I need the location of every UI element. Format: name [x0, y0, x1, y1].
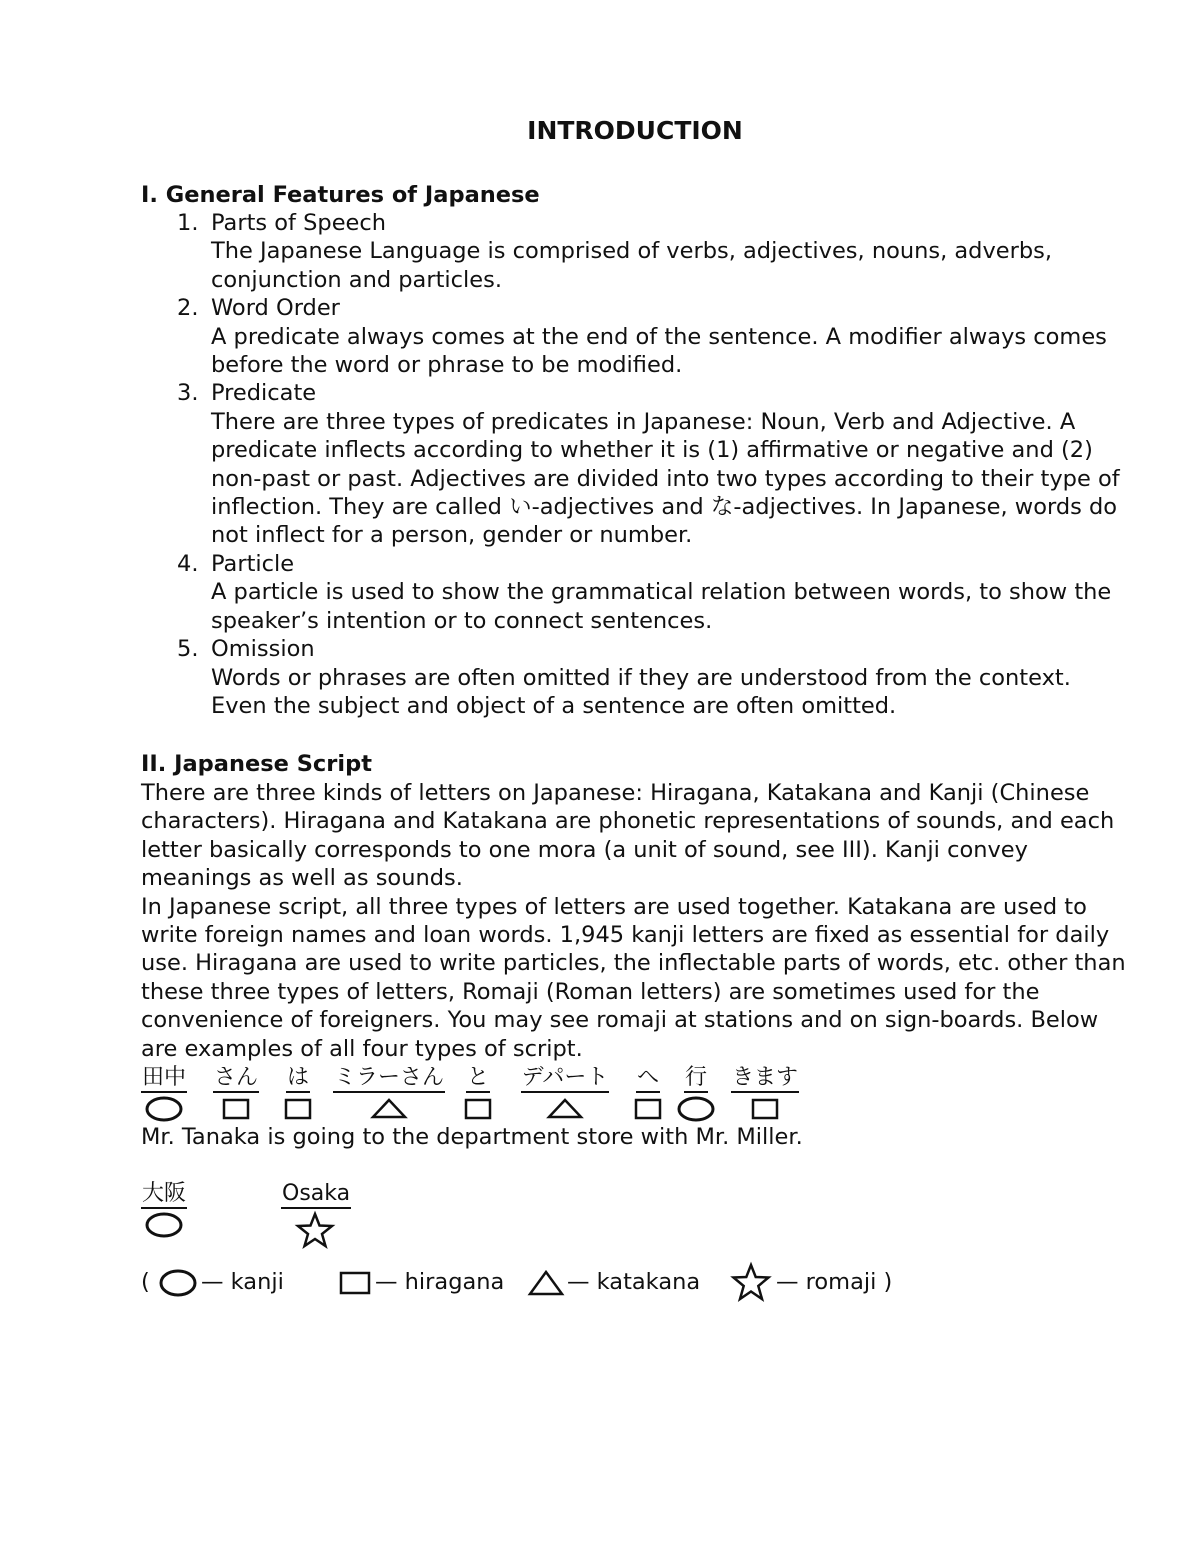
item-number: 5. — [177, 636, 199, 663]
star-icon — [296, 1212, 334, 1248]
script-legend — [141, 1265, 1041, 1301]
item-heading: Omission — [211, 636, 315, 663]
item-text — [211, 408, 1131, 550]
item-text: A particle is used to show the grammatical relation between words, to show the speaker’s intention or to connect sentences. — [211, 579, 1112, 634]
triangle-icon — [528, 1269, 564, 1297]
square-icon — [339, 1271, 371, 1295]
circle-icon — [145, 1212, 183, 1238]
word-text: さん — [213, 1065, 259, 1093]
word-text: 田中 — [141, 1065, 187, 1093]
word-text: ミラーさん — [333, 1065, 445, 1093]
word-text: きます — [731, 1065, 799, 1093]
paragraph: There are three kinds of letters on Japanese: Hiragana, Katakana and Kanji (Chinese characters). Hiragana and Katakana are phonetic representations of sounds, and each letter basically corresponds to one mora (a unit of sound, see III). Kanji convey meanings as well as sounds. — [141, 780, 1115, 892]
example-word — [329, 1063, 449, 1120]
circle-icon — [145, 1096, 183, 1122]
square-icon — [634, 1096, 662, 1120]
example-word — [517, 1063, 613, 1120]
square-icon — [222, 1096, 250, 1120]
item-text-part: -adjectives and — [531, 494, 711, 521]
section-heading-general-features: I. General Features of Japanese — [141, 182, 540, 208]
item-text: The Japanese Language is comprised of verbs, adjectives, nouns, adverbs, conjunction and particles. — [211, 238, 1053, 293]
triangle-icon — [371, 1096, 407, 1120]
word-text: は — [286, 1065, 310, 1093]
example-word — [461, 1063, 495, 1120]
example-osaka — [141, 1179, 541, 1249]
square-icon — [464, 1096, 492, 1120]
paragraph: In Japanese script, all three types of letters are used together. Katakana are used to write foreign names and loan words. 1,945 kanji letters are fixed as essential for daily use. Hiragana are used to write particles, the inflectable parts of words, etc. other than these three types of letters, Romaji (Roman letters) are sometimes used for the convenience of foreigners. You may see romaji at stations and on sign-boards. Below are examples of all four types of script. — [141, 893, 1126, 1062]
legend-kanji-label: — kanji — [201, 1269, 284, 1295]
example-translation: Mr. Tanaka is going to the department store with Mr. Miller. — [141, 1124, 803, 1150]
word-text: 行 — [684, 1065, 708, 1093]
script-description — [141, 779, 1131, 1063]
example-word — [141, 1179, 187, 1238]
legend-hiragana-label: — hiragana — [375, 1269, 505, 1295]
item-number: 4. — [177, 550, 199, 577]
item-heading: Word Order — [211, 295, 340, 322]
example-word — [631, 1063, 665, 1120]
example-word — [213, 1063, 259, 1120]
word-text: デパート — [521, 1065, 610, 1093]
item-text: Words or phrases are often omitted if they are understood from the context. Even the subject and object of a sentence are often omitted. — [211, 664, 1071, 719]
feature-item-word-order — [141, 294, 1131, 379]
example-word — [141, 1063, 187, 1122]
feature-item-parts-of-speech — [141, 209, 1131, 294]
legend-katakana-label: — katakana — [567, 1269, 701, 1295]
feature-item-omission — [141, 635, 1131, 720]
triangle-icon — [547, 1096, 583, 1120]
item-number: 2. — [177, 295, 199, 322]
square-icon — [751, 1096, 779, 1120]
example-word — [281, 1063, 315, 1120]
example-word — [281, 1179, 349, 1248]
legend-romaji-label: — romaji ) — [776, 1269, 893, 1295]
word-text: 大阪 — [141, 1181, 187, 1209]
item-text-part: -adjectives. In Japanese, words do not inflect for a person, gender or number. — [211, 494, 1118, 549]
kana-i: い — [509, 494, 532, 521]
word-text: Osaka — [281, 1181, 351, 1209]
item-number: 1. — [177, 210, 199, 236]
section-heading-japanese-script: II. Japanese Script — [141, 751, 372, 777]
square-icon — [284, 1096, 312, 1120]
page-title: INTRODUCTION — [527, 116, 743, 145]
feature-item-particle — [141, 550, 1131, 635]
example-word — [676, 1063, 716, 1122]
star-icon — [731, 1263, 771, 1301]
item-heading: Predicate — [211, 380, 317, 407]
item-text: A predicate always comes at the end of the sentence. A modifier always comes before the word or phrase to be modified. — [211, 323, 1107, 379]
item-heading: Parts of Speech — [211, 210, 387, 236]
word-text: へ — [636, 1065, 660, 1093]
word-text: と — [466, 1065, 490, 1093]
kana-na: な — [710, 494, 734, 521]
circle-icon — [159, 1269, 197, 1297]
circle-icon — [677, 1096, 715, 1122]
item-number: 3. — [177, 380, 199, 407]
legend-open-paren: ( — [141, 1269, 150, 1295]
feature-list — [141, 209, 1131, 720]
item-heading: Particle — [211, 550, 295, 577]
feature-item-predicate — [141, 379, 1131, 549]
example-word — [729, 1063, 801, 1120]
item-text-part: There are three types of predicates in Japanese: Noun, Verb and Adjective. A predicate inflects according to whether it is (1) affirmative or negative and (2) non-past or past. Adjectives are divided into two types according to their type of inflection. They are called — [211, 408, 1120, 521]
